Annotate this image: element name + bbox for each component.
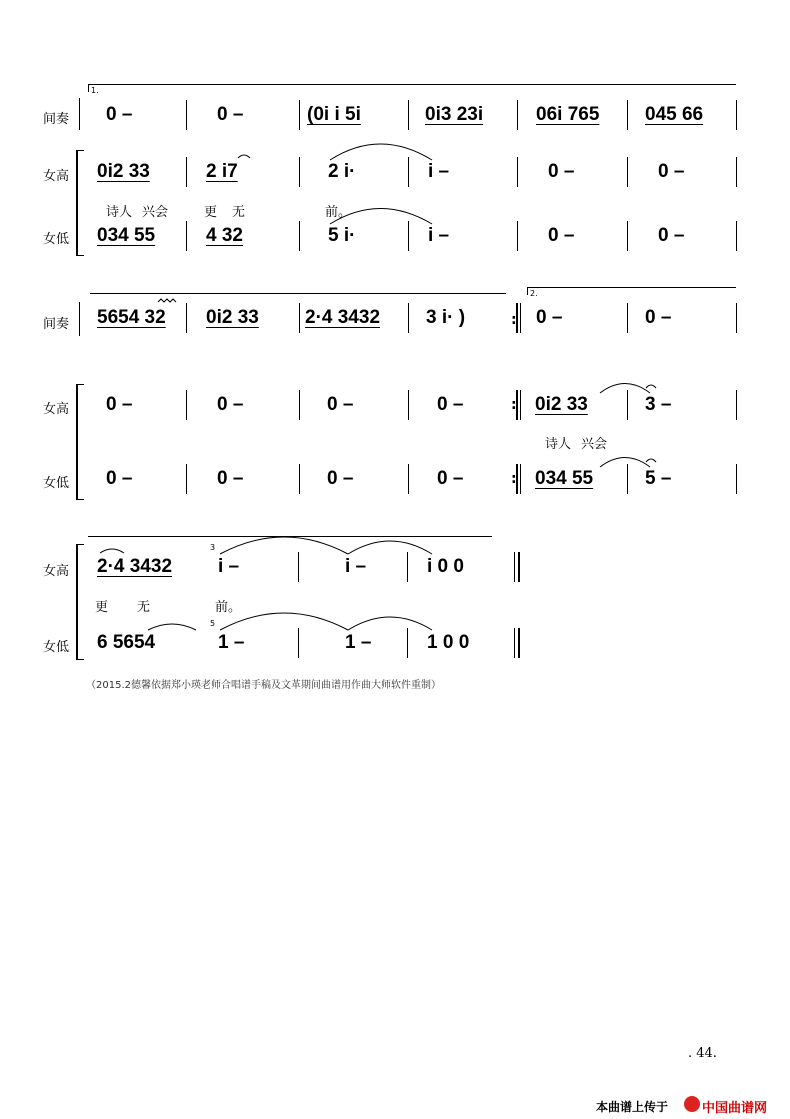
part-label-alto: 女低 xyxy=(43,476,70,491)
repeat-dots: : xyxy=(511,397,517,413)
measure: 3 – xyxy=(645,394,672,415)
measure: i – xyxy=(345,556,367,577)
page-number: . 44. xyxy=(688,1046,717,1061)
lyric: 更 xyxy=(204,205,218,220)
breath-mark: 5 xyxy=(210,619,216,628)
measure: 2·4 3432 xyxy=(305,307,381,328)
measure: 045 66 xyxy=(645,104,704,125)
measure: 0 – xyxy=(548,161,575,182)
measure: i – xyxy=(218,556,240,577)
measure: 0i2 33 xyxy=(535,394,588,415)
lyric: 前。 xyxy=(325,205,352,220)
measure: 0i2 33 xyxy=(206,307,259,328)
measure: 0 – xyxy=(327,394,354,415)
measure: 1 – xyxy=(345,632,372,653)
measure: 1 0 0 xyxy=(427,632,470,653)
measure: 0 – xyxy=(217,104,244,125)
measure: 0 – xyxy=(217,468,244,489)
measure: 4 32 xyxy=(206,225,243,246)
measure: 3 i· ) xyxy=(426,307,466,328)
measure: 06i 765 xyxy=(536,104,600,125)
upload-text: 本曲谱上传于 xyxy=(596,1100,669,1114)
lyric: 兴会 xyxy=(581,437,608,452)
measure: 034 55 xyxy=(535,468,594,489)
volta-2: 2. xyxy=(530,289,538,298)
measure: 0 – xyxy=(536,307,563,328)
site-name[interactable]: 中国曲谱网 xyxy=(702,1101,768,1116)
lyric: 诗人 xyxy=(106,205,133,220)
repeat-dots: : xyxy=(511,312,517,328)
part-label-soprano: 女高 xyxy=(43,564,70,579)
measure: 6 5654 xyxy=(97,632,156,653)
measure: (0i i 5i xyxy=(307,104,361,125)
measure: 1 – xyxy=(218,632,245,653)
part-label-interlude: 间奏 xyxy=(43,317,70,332)
measure: 034 55 xyxy=(97,225,156,246)
measure: 0i2 33 xyxy=(97,161,150,182)
lyric: 更 xyxy=(95,600,109,615)
part-label-soprano: 女高 xyxy=(43,402,70,417)
lyric: 诗人 xyxy=(545,437,572,452)
part-label-alto: 女低 xyxy=(43,640,70,655)
measure: 2 i· xyxy=(328,161,356,182)
measure: 0 – xyxy=(217,394,244,415)
measure: 0 – xyxy=(658,161,685,182)
measure: 2 i7 xyxy=(206,161,238,182)
repeat-dots: : xyxy=(511,471,517,487)
measure: 0 – xyxy=(548,225,575,246)
measure: i – xyxy=(428,161,450,182)
breath-mark: 3 xyxy=(210,543,216,552)
measure: 0 – xyxy=(645,307,672,328)
measure: 0i3 23i xyxy=(425,104,484,125)
volta-1: 1. xyxy=(91,86,99,95)
measure: 0 – xyxy=(437,394,464,415)
measure: 5654 32 xyxy=(97,307,166,328)
part-label-soprano: 女高 xyxy=(43,169,70,184)
measure: 0 – xyxy=(106,104,133,125)
lyric: 无 xyxy=(137,600,151,615)
part-label-interlude: 间奏 xyxy=(43,112,70,127)
lyric: 无 xyxy=(232,205,246,220)
measure: i 0 0 xyxy=(427,556,464,577)
measure: i – xyxy=(428,225,450,246)
measure: 0 – xyxy=(106,468,133,489)
lyric: 前。 xyxy=(215,600,242,615)
part-label-alto: 女低 xyxy=(43,232,70,247)
measure: 5 i· xyxy=(328,225,356,246)
measure: 0 – xyxy=(437,468,464,489)
measure: 0 – xyxy=(327,468,354,489)
measure: 5 – xyxy=(645,468,672,489)
measure: 2·4 3432 xyxy=(97,556,173,577)
measure: 0 – xyxy=(658,225,685,246)
measure: 0 – xyxy=(106,394,133,415)
footnote: （2015.2德馨依据郑小瑛老师合唱谱手稿及文革期间曲谱用作曲大师软件重制） xyxy=(86,680,441,691)
site-logo-icon xyxy=(684,1096,700,1112)
lyric: 兴会 xyxy=(142,205,169,220)
